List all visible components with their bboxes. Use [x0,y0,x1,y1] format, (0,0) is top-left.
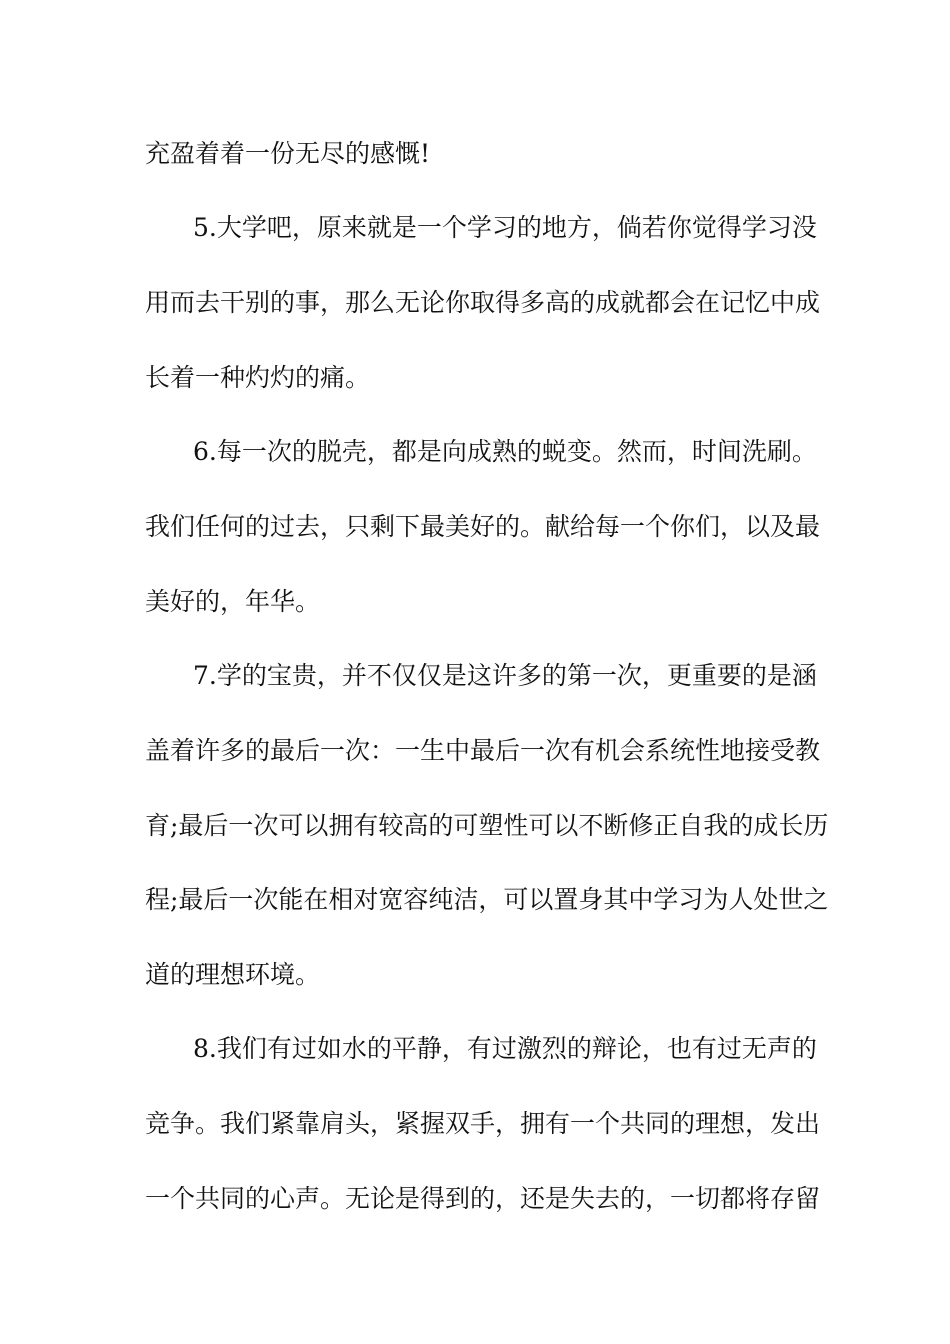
text-line: 盖着许多的最后一次：一生中最后一次有机会系统性地接受教 [145,736,821,765]
text-line: 程;最后一次能在相对宽容纯洁，可以置身其中学习为人处世之 [145,885,829,914]
text-line: 竞争。我们紧靠肩头，紧握双手，拥有一个共同的理想，发出 [145,1109,821,1138]
text-line: 充盈着着一份无尽的感慨! [145,139,431,168]
paragraph-7-first-line: 7.学的宝贵，并不仅仅是这许多的第一次，更重要的是涵 [193,661,817,690]
text-line: 一个共同的心声。无论是得到的，还是失去的，一切都将存留 [145,1184,821,1213]
text-line: 美好的，年华。 [145,587,321,616]
paragraph-6-first-line: 6.每一次的脱壳，都是向成熟的蜕变。然而，时间洗刷。 [193,437,817,466]
text-line: 道的理想环境。 [145,960,321,989]
text-line: 我们任何的过去，只剩下最美好的。献给每一个你们，以及最 [145,512,821,541]
text-line: 长着一种灼灼的痛。 [145,363,371,392]
paragraph-8-first-line: 8.我们有过如水的平静，有过激烈的辩论，也有过无声的 [193,1034,817,1063]
text-line: 用而去干别的事，那么无论你取得多高的成就都会在记忆中成 [145,288,821,317]
text-line: 育;最后一次可以拥有较高的可塑性可以不断修正自我的成长历 [145,811,829,840]
paragraph-5-first-line: 5.大学吧，原来就是一个学习的地方，倘若你觉得学习没 [193,213,817,242]
